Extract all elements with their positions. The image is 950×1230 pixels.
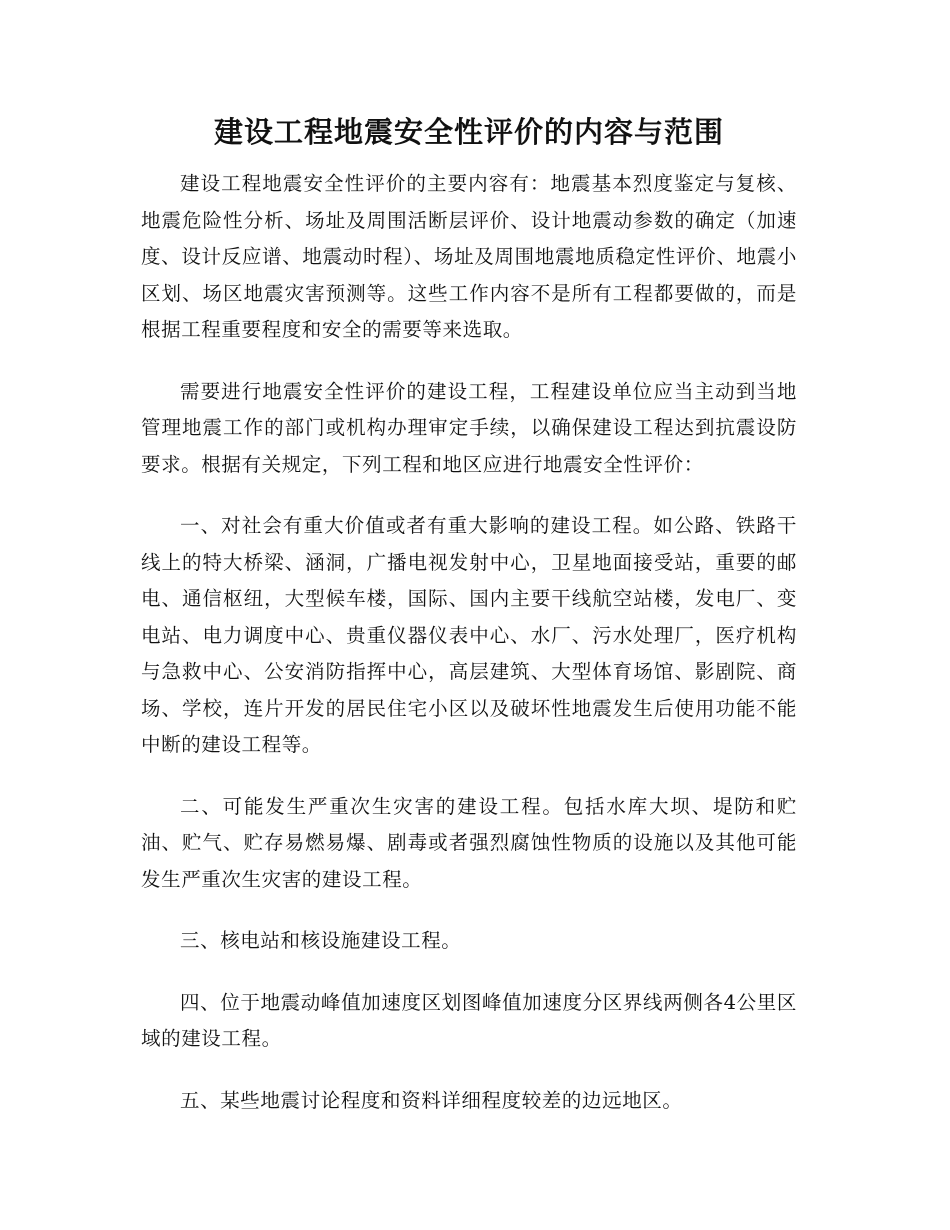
paragraph-requirement: 需要进行地震安全性评价的建设工程，工程建设单位应当主动到当地管理地震工作的部门或机构办理审定手续，以确保建设工程达到抗震设防要求。根据有关规定，下列工程和地区应进行地震安全性评价：: [141, 379, 797, 476]
paragraph-item-3: 三、核电站和核设施建设工程。: [180, 929, 462, 952]
paragraph-item-2: 二、可能发生严重次生灾害的建设工程。包括水库大坝、堤防和贮油、贮气、贮存易燃易爆、剧毒或者强烈腐蚀性物质的设施以及其他可能发生严重次生灾害的建设工程。: [141, 794, 797, 891]
paragraph-item-5: 五、某些地震讨论程度和资料详细程度较差的边远地区。: [180, 1088, 683, 1112]
paragraph-item-1: 一、对社会有重大价值或者有重大影响的建设工程。如公路、铁路干线上的特大桥梁、涵洞，广播电视发射中心，卫星地面接受站，重要的邮电、通信枢纽，大型候车楼，国际、国内主要干线航空站楼，发电厂、变电站、电力调度中心、贵重仪器仪表中心、水厂、污水处理厂，医疗机构与急救中心、公安消防指挥中心，高层建筑、大型体育场馆、影剧院、商场、学校，连片开发的居民住宅小区以及破坏性地震发生后使用功能不能中断的建设工程等。: [141, 514, 797, 756]
paragraph-item-4: 四、位于地震动峰值加速度区划图峰值加速度分区界线两侧各4公里区域的建设工程。: [141, 990, 797, 1050]
document-title: 建设工程地震安全性评价的内容与范围: [213, 115, 724, 149]
paragraph-intro: 建设工程地震安全性评价的主要内容有：地震基本烈度鉴定与复核、地震危险性分析、场址及周围活断层评价、设计地震动参数的确定（加速度、设计反应谱、地震动时程）、场址及周围地震地质稳定性评价、地震小区划、场区地震灾害预测等。这些工作内容不是所有工程都要做的，而是根据工程重要程度和安全的需要等来选取。: [141, 172, 797, 341]
document-page: [141, 112, 797, 1144]
